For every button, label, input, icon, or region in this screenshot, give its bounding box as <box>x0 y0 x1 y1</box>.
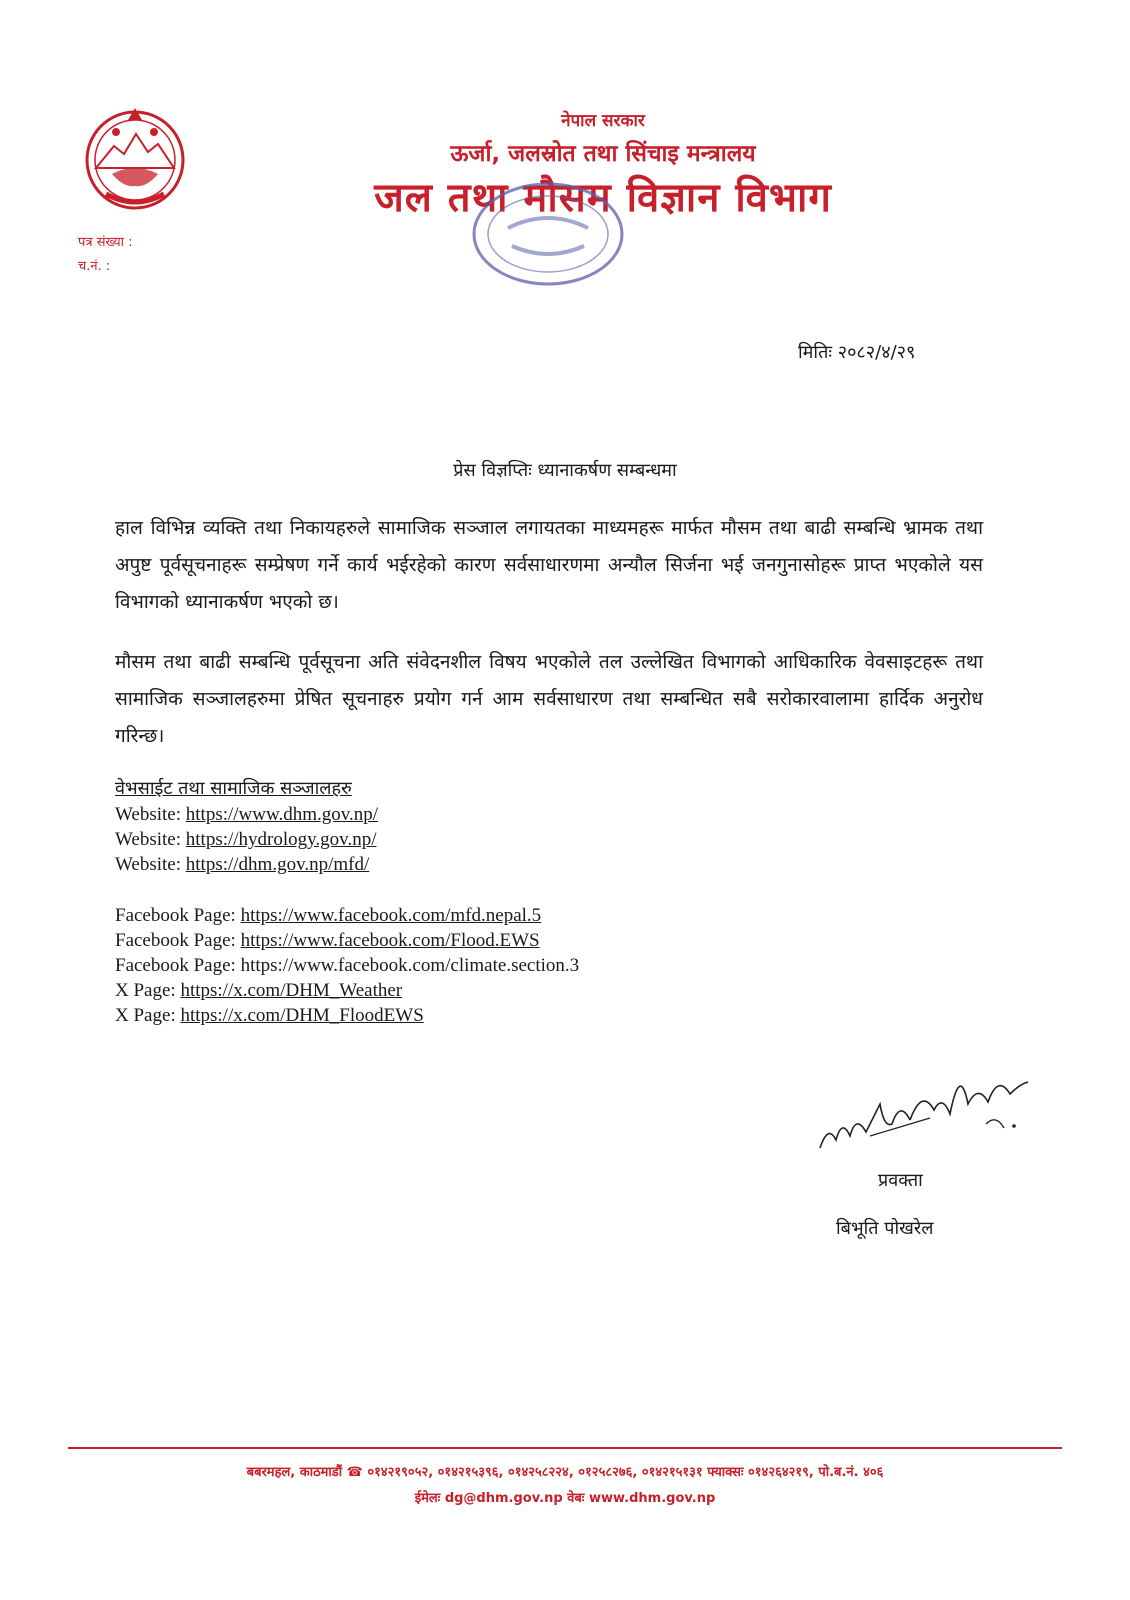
link-item <box>115 829 376 851</box>
letter-date: मितिः २०८२/४/२९ <box>798 342 916 363</box>
department-name: जल तथा मौसम विज्ञान विभाग <box>374 175 832 221</box>
footer-divider <box>68 1447 1062 1449</box>
link-url[interactable]: https://www.facebook.com/Flood.EWS <box>240 930 540 951</box>
link-label: X Page: <box>115 980 176 1001</box>
link-item <box>115 804 378 826</box>
link-item <box>115 905 541 927</box>
signatory-title: प्रवक्ता <box>878 1170 923 1191</box>
handwritten-signature <box>810 1044 1040 1164</box>
link-item <box>115 854 369 876</box>
link-label: Facebook Page: <box>115 905 236 926</box>
subject-line: प्रेस विज्ञप्तिः ध्यानाकर्षण सम्बन्धमा <box>453 460 677 481</box>
body-paragraph-2: मौसम तथा बाढी सम्बन्धि पूर्वसूचना अति संवेदनशील विषय भएकोले तल उल्लेखित विभागको आधिकारिक वेवसाइटहरू तथा सामाजिक सञ्जालहरुमा प्रेषित सूचनाहरु प्रयोग गर्न आम सर्वसाधारण तथा सम्बन्धित सबै सरोकारवालामा हार्दिक अनुरोध गरिन्छ। <box>115 651 983 747</box>
link-url[interactable]: https://hydrology.gov.np/ <box>185 829 377 850</box>
link-item <box>115 955 579 977</box>
government-name: नेपाल सरकार <box>561 111 645 131</box>
link-item <box>115 1005 424 1027</box>
link-url[interactable]: https://www.facebook.com/mfd.nepal.5 <box>240 905 542 926</box>
link-url[interactable]: https://www.dhm.gov.np/ <box>185 804 379 825</box>
link-label: Website: <box>115 854 182 875</box>
ministry-name: ऊर्जा, जलस्रोत तथा सिंचाइ मन्त्रालय <box>450 141 756 167</box>
link-url[interactable]: https://dhm.gov.np/mfd/ <box>185 854 370 875</box>
body-paragraph-1: हाल विभिन्न व्यक्ति तथा निकायहरुले सामाजिक सञ्जाल लगायतका माध्यमहरू मार्फत मौसम तथा बाढी सम्बन्धि भ्रामक तथा अपुष्ट पूर्वसूचनाहरू सम्प्रेषण गर्ने कार्य भईरहेको कारण सर्वसाधारणमा अन्यौल सिर्जना भई जनगुनासोहरू प्राप्त भएकोले यस विभागको ध्यानाकर्षण भएको छ। <box>115 517 983 613</box>
footer-email-web-line: ईमेलः dg@dhm.gov.np वेबः www.dhm.gov.np <box>414 1491 716 1506</box>
link-label: Website: <box>115 829 182 850</box>
link-url[interactable]: https://www.facebook.com/climate.section.3 <box>240 955 580 976</box>
link-label: X Page: <box>115 1005 176 1026</box>
link-item <box>115 980 402 1002</box>
signatory-name: बिभूति पोखरेल <box>836 1218 934 1239</box>
link-label: Facebook Page: <box>115 955 236 976</box>
dispatch-no-label: च.नं. : <box>78 259 111 274</box>
department-seal-stamp <box>468 178 628 290</box>
footer-contact-line: बबरमहल, काठमाडौं ☎ ०१४२१९०५२, ०१४२१५३९६, ०१४२५८२२४, ०१२५८२७६, ०१४२१५१३१ फ्याक्सः ०१४२६४२१९, पो.ब.नं. ४०६ <box>246 1465 884 1480</box>
link-url[interactable]: https://x.com/DHM_FloodEWS <box>180 1005 424 1026</box>
ref-no-label: पत्र संख्या : <box>78 235 133 250</box>
link-label: Website: <box>115 804 182 825</box>
link-label: Facebook Page: <box>115 930 236 951</box>
link-item <box>115 930 540 952</box>
links-heading: वेभसाईट तथा सामाजिक सञ्जालहरु <box>115 778 352 799</box>
link-url[interactable]: https://x.com/DHM_Weather <box>180 980 403 1001</box>
